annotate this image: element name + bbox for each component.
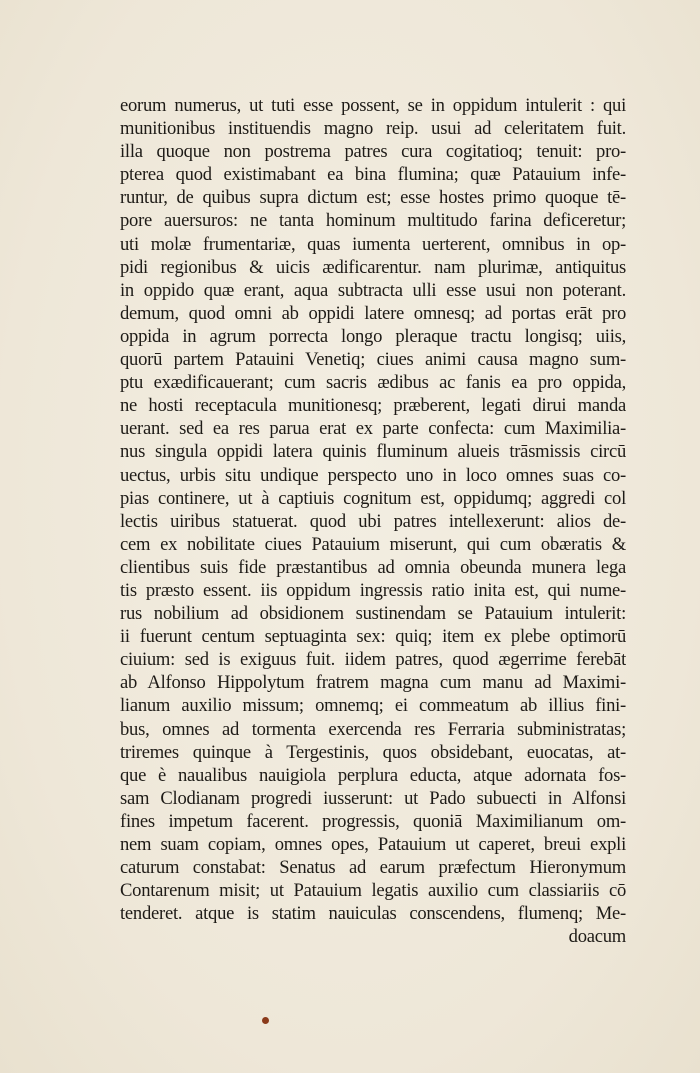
text-line: uti molæ frumentariæ, quas iumenta uerterent, omnibus in op- bbox=[120, 233, 626, 255]
text-line: ne hosti receptacula munitionesq; præberent, legati dirui manda bbox=[120, 395, 626, 417]
text-line: munitionibus instituendis magno reip. usui ad celeritatem fuit. bbox=[120, 118, 626, 140]
text-line: runtur, de quibus supra dictum est; esse hostes primo quoque tē- bbox=[120, 187, 626, 209]
text-line: uectus, urbis situ undique perspecto uno in loco omnes suas co- bbox=[120, 464, 626, 486]
text-line: ab Alfonso Hippolytum fratrem magna cum manu ad Maximi- bbox=[120, 672, 626, 694]
text-line: lianum auxilio missum; omnemq; ei commeatum ab illius fini- bbox=[120, 695, 626, 717]
text-line: Contarenum misit; ut Patauium legatis auxilio cum classiariis cō bbox=[120, 880, 626, 902]
body-text bbox=[120, 94, 626, 948]
text-line: ciuium: sed is exiguus fuit. iidem patres, quod ægerrime ferebāt bbox=[120, 649, 626, 671]
text-line: quorū partem Patauini Venetiq; ciues animi causa magno sum- bbox=[120, 349, 626, 371]
text-line: bus, omnes ad tormenta exercenda res Ferraria subministratas; bbox=[120, 718, 626, 740]
text-line: cem ex nobilitate ciues Patauium miserunt, qui cum obæratis & bbox=[120, 533, 626, 555]
text-line: demum, quod omni ab oppidi latere omnesq; ad portas erāt pro bbox=[120, 302, 626, 324]
text-line: oppida in agrum porrecta longo pleraque tractu longisq; uiis, bbox=[120, 325, 626, 347]
text-line: fines impetum facerent. progressis, quoniā Maximilianum om- bbox=[120, 810, 626, 832]
text-line: nem suam copiam, omnes opes, Patauium ut caperet, breui expli bbox=[120, 834, 626, 855]
text-line: ptu exædificauerant; cum sacris ædibus ac fanis ea pro oppida, bbox=[120, 372, 626, 394]
text-line: in oppido quæ erant, aqua subtracta ulli esse usui non poterant. bbox=[120, 279, 626, 301]
text-line: lectis uiribus statuerat. quod ubi patres intellexerunt: alios de- bbox=[120, 510, 626, 532]
text-line: caturum constabat: Senatus ad earum præfectum Hieronymum bbox=[120, 857, 626, 879]
text-line: pterea quod existimabant ea bina flumina; quæ Patauium infe- bbox=[120, 164, 626, 186]
text-line: rus nobilium ad obsidionem sustinendam se Patauium intulerit: bbox=[120, 603, 626, 625]
text-line: pore auersuros: ne tanta hominum multitudo farina deficeretur; bbox=[120, 210, 626, 232]
text-line: doacum bbox=[568, 926, 626, 948]
text-line: nus singula oppidi latera quinis fluminum alueis trāsmissis circū bbox=[120, 441, 626, 463]
text-line: pidi regionibus & uicis ædificarentur. nam plurimæ, antiquitus bbox=[120, 256, 626, 278]
page-ornament-dot bbox=[262, 1017, 269, 1024]
text-line: que è naualibus nauigiola perplura educta, atque adornata fos- bbox=[120, 764, 626, 786]
text-line: clientibus suis fide præstantibus ad omnia obeunda munera lega bbox=[120, 556, 626, 578]
text-line: pias continere, ut à captiuis cognitum est, oppidumq; aggredi col bbox=[120, 487, 626, 509]
text-line: tenderet. atque is statim nauiculas conscendens, flumenq; Me- bbox=[120, 903, 626, 925]
text-line: ii fuerunt centum septuaginta sex: quiq; item ex plebe optimorū bbox=[120, 626, 626, 648]
text-line: tis præsto essent. iis oppidum ingressis ratio inita est, qui nume- bbox=[120, 579, 626, 601]
text-line: illa quoque non postrema patres cura cogitatioq; tenuit: pro- bbox=[120, 141, 626, 163]
text-line: sam Clodianam progredi iusserunt: ut Pado subuecti in Alfonsi bbox=[120, 787, 626, 809]
text-line: uerant. sed ea res parua erat ex parte confecta: cum Maximilia- bbox=[120, 418, 626, 440]
text-line: eorum numerus, ut tuti esse possent, se in oppidum intulerit : qui bbox=[120, 95, 626, 116]
text-line: triremes quinque à Tergestinis, quos obsidebant, euocatas, at- bbox=[120, 741, 626, 763]
